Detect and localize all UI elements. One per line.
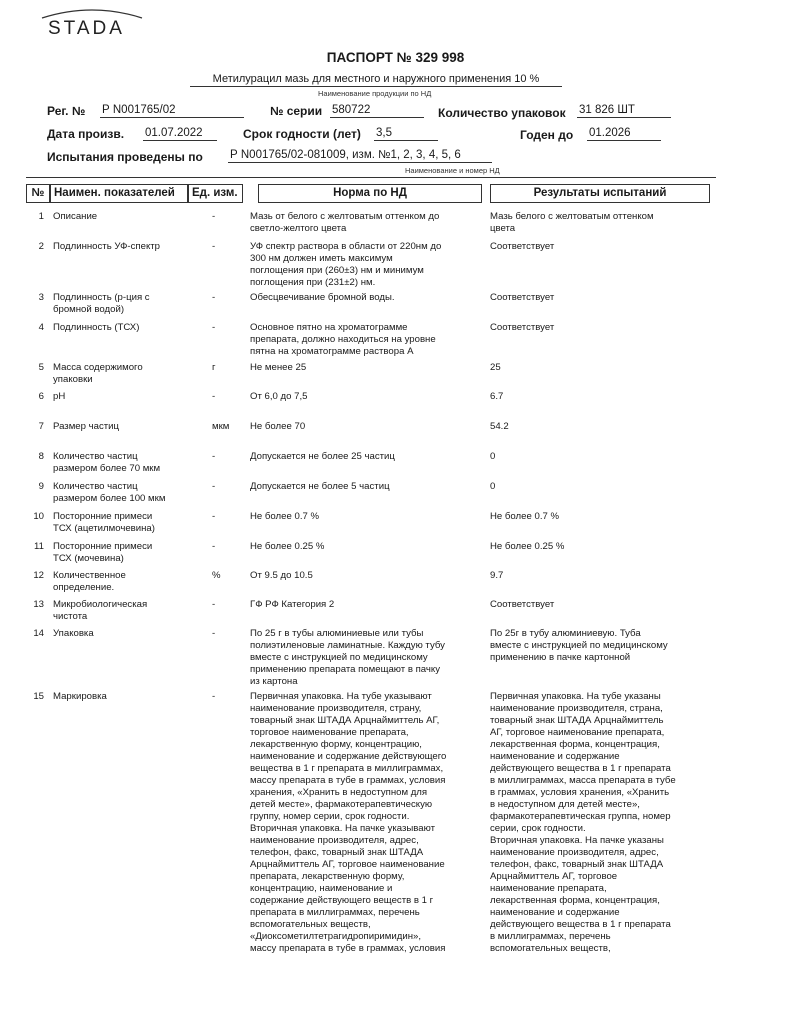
row-result: 0 bbox=[490, 481, 496, 492]
row-norm: Первичная упаковка. На тубе указывают наименование производителя, страну, товарный знак ШТАДА Арцнаймиттель АГ, торговое наименование препарата, лекарственную форму, концентрацию, наименование и содержание действующего вещества в 1 г препарата в миллиграммах, массу препарата в тубе в граммах, условия хранения, «Хранить в недоступном для детей месте», фармакотерапевтическую группу, номер серии, срок годности. Вторичная упаковка. На пачке указывают наименование производителя, адрес, телефон, факс, товарный знак ШТАДА Арцнаймиттель АГ, торговое наименование препарата, лекарственную форму, концентрацию, наименование и содержание действующего веществ в 1 г препарата в миллиграммах, перечень вспомогательных веществ, «Диоксометилтетрагидропиримидин», массу препарата в тубе в граммах, условия bbox=[250, 691, 447, 954]
row-norm: Допускается не более 5 частиц bbox=[250, 481, 390, 492]
production-date-label: Дата произв. bbox=[47, 127, 125, 141]
row-indicator-name: Маркировка bbox=[53, 691, 107, 702]
row-unit: - bbox=[212, 691, 216, 702]
row-number: 4 bbox=[38, 322, 44, 333]
row-result: Не более 0.7 % bbox=[490, 511, 560, 522]
valid-until-label: Годен до bbox=[520, 128, 574, 142]
row-indicator-name: Количество частиц размером более 100 мкм bbox=[53, 481, 166, 504]
row-norm: УФ спектр раствора в области от 220нм до 300 нм должен иметь максимум поглощения при (260±3) нм и минимум поглощения при (231±2) нм. bbox=[250, 241, 442, 288]
row-indicator-name: Подлинность УФ-спектр bbox=[53, 241, 160, 252]
row-result: 54.2 bbox=[490, 421, 509, 432]
row-number: 3 bbox=[38, 292, 44, 303]
row-result: Соответствует bbox=[490, 599, 555, 610]
row-unit: - bbox=[212, 391, 216, 402]
th-norm: Норма по НД bbox=[258, 184, 482, 203]
row-result: Первичная упаковка. На тубе указаны наименование производителя, страна, товарный знак ШТАДА Арцнаймиттель АГ, торговое наименование препарата, лекарственная форма, концентрация, наименование и содержание действующего вещества в 1 г препарата в миллиграммах, масса препарата в тубе в граммах, условия хранения, «Хранить в недоступном для детей месте», фармакотерапевтическая группа, номер серии, срок годности. Вторичная упаковка. На пачке указаны наименование производителя, адрес, телефон, факс, товарный знак ШТАДА Арцнаймиттель АГ, торговое наименование препарата, лекарственная форма, концентрация, наименование и содержание действующего вещества в 1 г препарата в миллиграммах, перечень вспомогательных веществ, bbox=[490, 691, 676, 954]
row-unit: - bbox=[212, 292, 216, 303]
row-indicator-name: Количественное определение. bbox=[53, 570, 126, 593]
row-number: 11 bbox=[34, 541, 44, 552]
shelf-life-label: Срок годности (лет) bbox=[243, 127, 361, 141]
series-label: № серии bbox=[270, 104, 323, 118]
row-norm: Мазь от белого с желтоватым оттенком до светло-желтого цвета bbox=[250, 211, 440, 234]
row-norm: Обесцвечивание бромной воды. bbox=[250, 292, 395, 303]
row-number: 5 bbox=[38, 362, 44, 373]
row-unit: - bbox=[212, 211, 216, 222]
row-unit: - bbox=[212, 628, 216, 639]
row-result: Соответствует bbox=[490, 241, 555, 252]
row-norm: По 25 г в тубы алюминиевые или тубы полиэтиленовые ламинатные. Каждую тубу вместе с инструкцией по медицинскому применению препарата помещают в пачку из картона bbox=[250, 628, 445, 687]
shelf-life-value: 3,5 bbox=[374, 127, 438, 141]
row-result: 25 bbox=[490, 362, 501, 373]
tests-label: Испытания проведены по bbox=[47, 150, 203, 164]
row-indicator-name: Подлинность (ТСХ) bbox=[53, 322, 140, 333]
row-unit: - bbox=[212, 241, 216, 252]
row-norm: Не более 70 bbox=[250, 421, 306, 432]
reg-label: Рег. № bbox=[47, 104, 86, 118]
row-number: 13 bbox=[33, 599, 44, 610]
row-number: 15 bbox=[33, 691, 44, 702]
series-value: 580722 bbox=[330, 104, 424, 118]
row-unit: - bbox=[212, 541, 216, 552]
row-norm: От 6,0 до 7,5 bbox=[250, 391, 308, 402]
tests-caption: Наименование и номер НД bbox=[405, 166, 500, 175]
row-result: 6.7 bbox=[490, 391, 504, 402]
row-number: 12 bbox=[33, 570, 44, 581]
reg-value: Р N001765/02 bbox=[100, 104, 244, 118]
quantity-label: Количество упаковок bbox=[438, 106, 566, 120]
tests-value: Р N001765/02-081009, изм. №1, 2, 3, 4, 5, 6 bbox=[228, 149, 492, 163]
production-date-value: 01.07.2022 bbox=[143, 127, 217, 141]
row-norm: Допускается не более 25 частиц bbox=[250, 451, 395, 462]
document-title: ПАСПОРТ № 329 998 bbox=[326, 50, 465, 65]
row-indicator-name: Масса содержимого упаковки bbox=[53, 362, 143, 385]
row-result: Не более 0.25 % bbox=[490, 541, 565, 552]
row-indicator-name: рН bbox=[53, 391, 66, 402]
th-results: Результаты испытаний bbox=[490, 184, 710, 203]
th-number: № bbox=[26, 184, 50, 203]
row-number: 7 bbox=[38, 421, 44, 432]
row-result: По 25г в тубу алюминиевую. Туба вместе с инструкцией по медицинскому применению в пачке картонной bbox=[490, 628, 668, 663]
row-indicator-name: Посторонние примеси ТСХ (мочевина) bbox=[53, 541, 153, 564]
row-indicator-name: Размер частиц bbox=[53, 421, 120, 432]
row-unit: - bbox=[212, 451, 216, 462]
row-unit: г bbox=[212, 362, 216, 373]
row-result: Мазь белого с желтоватым оттенком цвета bbox=[490, 211, 654, 234]
row-indicator-name: Посторонние примеси ТСХ (ацетилмочевина) bbox=[53, 511, 155, 534]
product-name: Метилурацил мазь для местного и наружного применения 10 % bbox=[190, 73, 562, 87]
row-norm: Не более 0.7 % bbox=[250, 511, 320, 522]
row-result: 0 bbox=[490, 451, 496, 462]
row-number: 10 bbox=[33, 511, 44, 522]
quantity-value: 31 826 ШТ bbox=[577, 104, 671, 118]
row-number: 8 bbox=[38, 451, 44, 462]
row-result: Соответствует bbox=[490, 322, 555, 333]
row-norm: ГФ РФ Категория 2 bbox=[250, 599, 335, 610]
row-indicator-name: Упаковка bbox=[53, 628, 94, 639]
row-norm: Основное пятно на хроматограмме препарата, должно находиться на уровне пятна на хроматограмме раствора А bbox=[250, 322, 436, 357]
row-norm: Не более 0.25 % bbox=[250, 541, 325, 552]
row-number: 2 bbox=[38, 241, 44, 252]
row-norm: От 9.5 до 10.5 bbox=[250, 570, 313, 581]
logo-text: STADA bbox=[48, 18, 125, 39]
row-number: 9 bbox=[38, 481, 44, 492]
row-number: 6 bbox=[38, 391, 44, 402]
th-indicator-name: Наимен. показателей bbox=[50, 184, 188, 203]
row-indicator-name: Описание bbox=[53, 211, 98, 222]
row-result: 9.7 bbox=[490, 570, 504, 581]
row-indicator-name: Подлинность (р-ция с бромной водой) bbox=[53, 292, 150, 315]
row-unit: % bbox=[212, 570, 221, 581]
row-indicator-name: Количество частиц размером более 70 мкм bbox=[53, 451, 161, 474]
valid-until-value: 01.2026 bbox=[587, 127, 661, 141]
row-indicator-name: Микробиологическая чистота bbox=[53, 599, 148, 622]
row-number: 14 bbox=[33, 628, 44, 639]
product-caption: Наименование продукции по НД bbox=[318, 89, 432, 98]
row-unit: - bbox=[212, 599, 216, 610]
row-unit: мкм bbox=[212, 421, 230, 432]
th-unit: Ед. изм. bbox=[188, 184, 243, 203]
row-result: Соответствует bbox=[490, 292, 555, 303]
row-unit: - bbox=[212, 481, 216, 492]
row-number: 1 bbox=[38, 211, 44, 222]
row-unit: - bbox=[212, 511, 216, 522]
row-unit: - bbox=[212, 322, 216, 333]
row-norm: Не менее 25 bbox=[250, 362, 307, 373]
